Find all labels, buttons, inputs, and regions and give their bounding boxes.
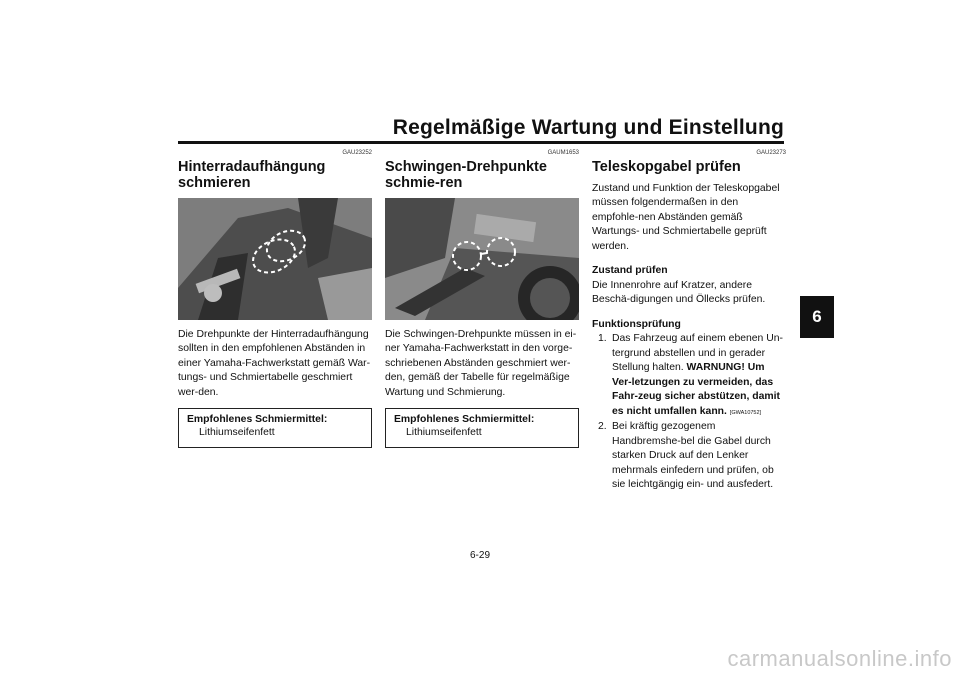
condition-text: Die Innenrohre auf Kratzer, andere Beschä-digungen und Öllecks prüfen.: [592, 279, 766, 306]
section-text: Die Schwingen-Drehpunkte müssen in ei-ner Yamaha-Fachwerkstatt in den vorge-schriebenen Abständen geschmiert wer-den, gemäß der Tabelle für regelmäßige Wartung und Schmierung.: [385, 328, 577, 398]
page-number: 6-29: [470, 550, 491, 561]
list-item: [592, 420, 786, 493]
swingarm-photo: [385, 198, 579, 320]
section-code: GAU23252: [342, 150, 372, 156]
section-code: GAUM1653: [547, 150, 579, 156]
warning-code: [GWA10752]: [729, 409, 762, 416]
section-heading: Teleskopgabel prüfen: [592, 159, 741, 175]
subheading-condition: Zustand prüfen: [592, 265, 668, 277]
step-text: Bei kräftig gezogenem Handbremshe-bel die Gabel durch starken Druck auf den Lenker mehrmals einfedern und prüfen, ob sie leichtgängig ein- und ausfedert.: [612, 421, 774, 491]
chapter-tab: 6: [800, 296, 834, 338]
section-intro: Zustand und Funktion der Teleskopgabel müssen folgendermaßen in den empfohle-nen Abständen gemäß Wartungs- und Schmiertabelle geprüft werden.: [592, 182, 780, 252]
page-title: Regelmäßige Wartung und Einstellung: [392, 116, 784, 139]
lubricant-box: [178, 408, 372, 448]
step-number: 2.: [598, 421, 607, 433]
step-text: Das Fahrzeug auf einem ebenen Un-tergrund abstellen und in gerader Stellung halten.: [612, 333, 783, 374]
header-rule: [178, 141, 784, 144]
rear-suspension-photo: [178, 198, 372, 320]
lubricant-value: Lithiumseifenfett: [406, 427, 482, 439]
step-number: 1.: [598, 333, 607, 345]
lubricant-value: Lithiumseifenfett: [199, 427, 275, 439]
section-text: Die Drehpunkte der Hinterradaufhängung sollten in den empfohlenen Abständen in einer Yamaha-Fachwerkstatt gemäß War-tungs- und Schmiertabelle geschmiert wer-den.: [178, 328, 371, 398]
section-rear-suspension: [178, 150, 372, 448]
warning-text: WARNUNG! Um Ver-letzungen zu vermeiden, das Fahr-zeug sicher abstützen, damit es nicht umfallen kann.: [612, 362, 781, 417]
lubricant-label: Empfohlenes Schmiermittel:: [394, 414, 535, 426]
section-heading: Schwingen-Drehpunkte schmie-ren: [385, 159, 547, 191]
lubricant-box: [385, 408, 579, 448]
section-swingarm: [385, 150, 579, 448]
function-steps: [592, 332, 786, 493]
list-item: [592, 332, 786, 420]
watermark: carmanualsonline.info: [727, 646, 952, 671]
subheading-function: Funktionsprüfung: [592, 318, 681, 330]
section-heading: Hinterradaufhängung schmieren: [178, 159, 326, 191]
section-front-fork: [592, 150, 786, 493]
lubricant-label: Empfohlenes Schmiermittel:: [187, 414, 328, 426]
section-code: GAU23273: [756, 150, 786, 156]
